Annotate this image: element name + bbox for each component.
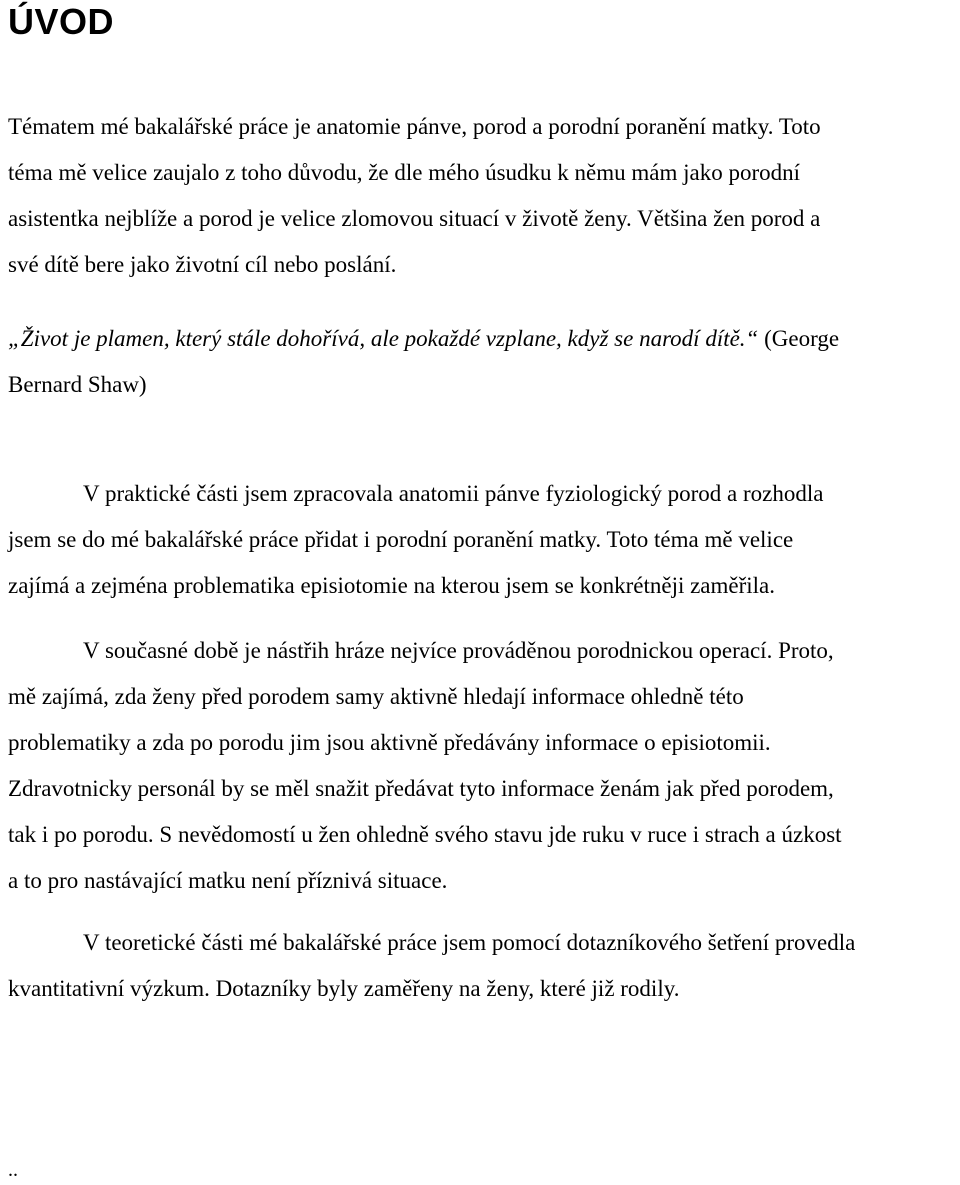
text-line: téma mě velice zaujalo z toho důvodu, že dle mého úsudku k němu mám jako porodní bbox=[8, 160, 801, 185]
text-line: problematiky a zda po porodu jim jsou aktivně předávány informace o episiotomii. bbox=[8, 730, 771, 755]
theoretical-part-paragraph bbox=[8, 920, 958, 1012]
page-title: ÚVOD bbox=[8, 1, 115, 42]
text-line: a to pro nastávající matku není příznivá situace. bbox=[8, 868, 448, 893]
text-line: V současné době je nástřih hráze nejvíce prováděnou porodnickou operací. Proto, bbox=[83, 638, 834, 663]
text-line: Zdravotnicky personál by se měl snažit předávat tyto informace ženám jak před porodem, bbox=[8, 776, 834, 801]
text-line: jsem se do mé bakalářské práce přidat i porodní poranění matky. Toto téma mě velice bbox=[8, 527, 794, 552]
trailing-mark: .. bbox=[8, 1159, 18, 1181]
practical-part-paragraph bbox=[8, 471, 958, 609]
text-line: své dítě bere jako životní cíl nebo poslání. bbox=[8, 252, 397, 277]
quote-paragraph bbox=[8, 316, 958, 408]
text-line: asistentka nejblíže a porod je velice zlomovou situací v životě ženy. Většina žen porod a bbox=[8, 206, 821, 231]
text-line: kvantitativní výzkum. Dotazníky byly zaměřeny na ženy, které již rodily. bbox=[8, 976, 680, 1001]
text-line: mě zajímá, zda ženy před porodem samy aktivně hledají informace ohledně této bbox=[8, 684, 744, 709]
intro-paragraph bbox=[8, 104, 958, 288]
quote-attribution-start: (George bbox=[758, 326, 840, 351]
quote-attribution: Bernard Shaw) bbox=[8, 372, 147, 397]
quote-text: „Život je plamen, který stále dohořívá, ale pokaždé vzplane, když se narodí dítě.“ bbox=[8, 326, 759, 351]
text-line: Tématem mé bakalářské práce je anatomie pánve, porod a porodní poranění matky. Toto bbox=[8, 114, 821, 139]
text-line: V teoretické části mé bakalářské práce jsem pomocí dotazníkového šetření provedla bbox=[83, 930, 856, 955]
episiotomy-paragraph bbox=[8, 628, 958, 904]
quote-line bbox=[8, 316, 958, 362]
text-line: V praktické části jsem zpracovala anatomii pánve fyziologický porod a rozhodla bbox=[83, 481, 824, 506]
text-line: zajímá a zejména problematika episiotomie na kterou jsem se konkrétněji zaměřila. bbox=[8, 573, 776, 598]
text-line: tak i po porodu. S nevědomostí u žen ohledně svého stavu jde ruku v ruce i strach a úzkost bbox=[8, 822, 842, 847]
